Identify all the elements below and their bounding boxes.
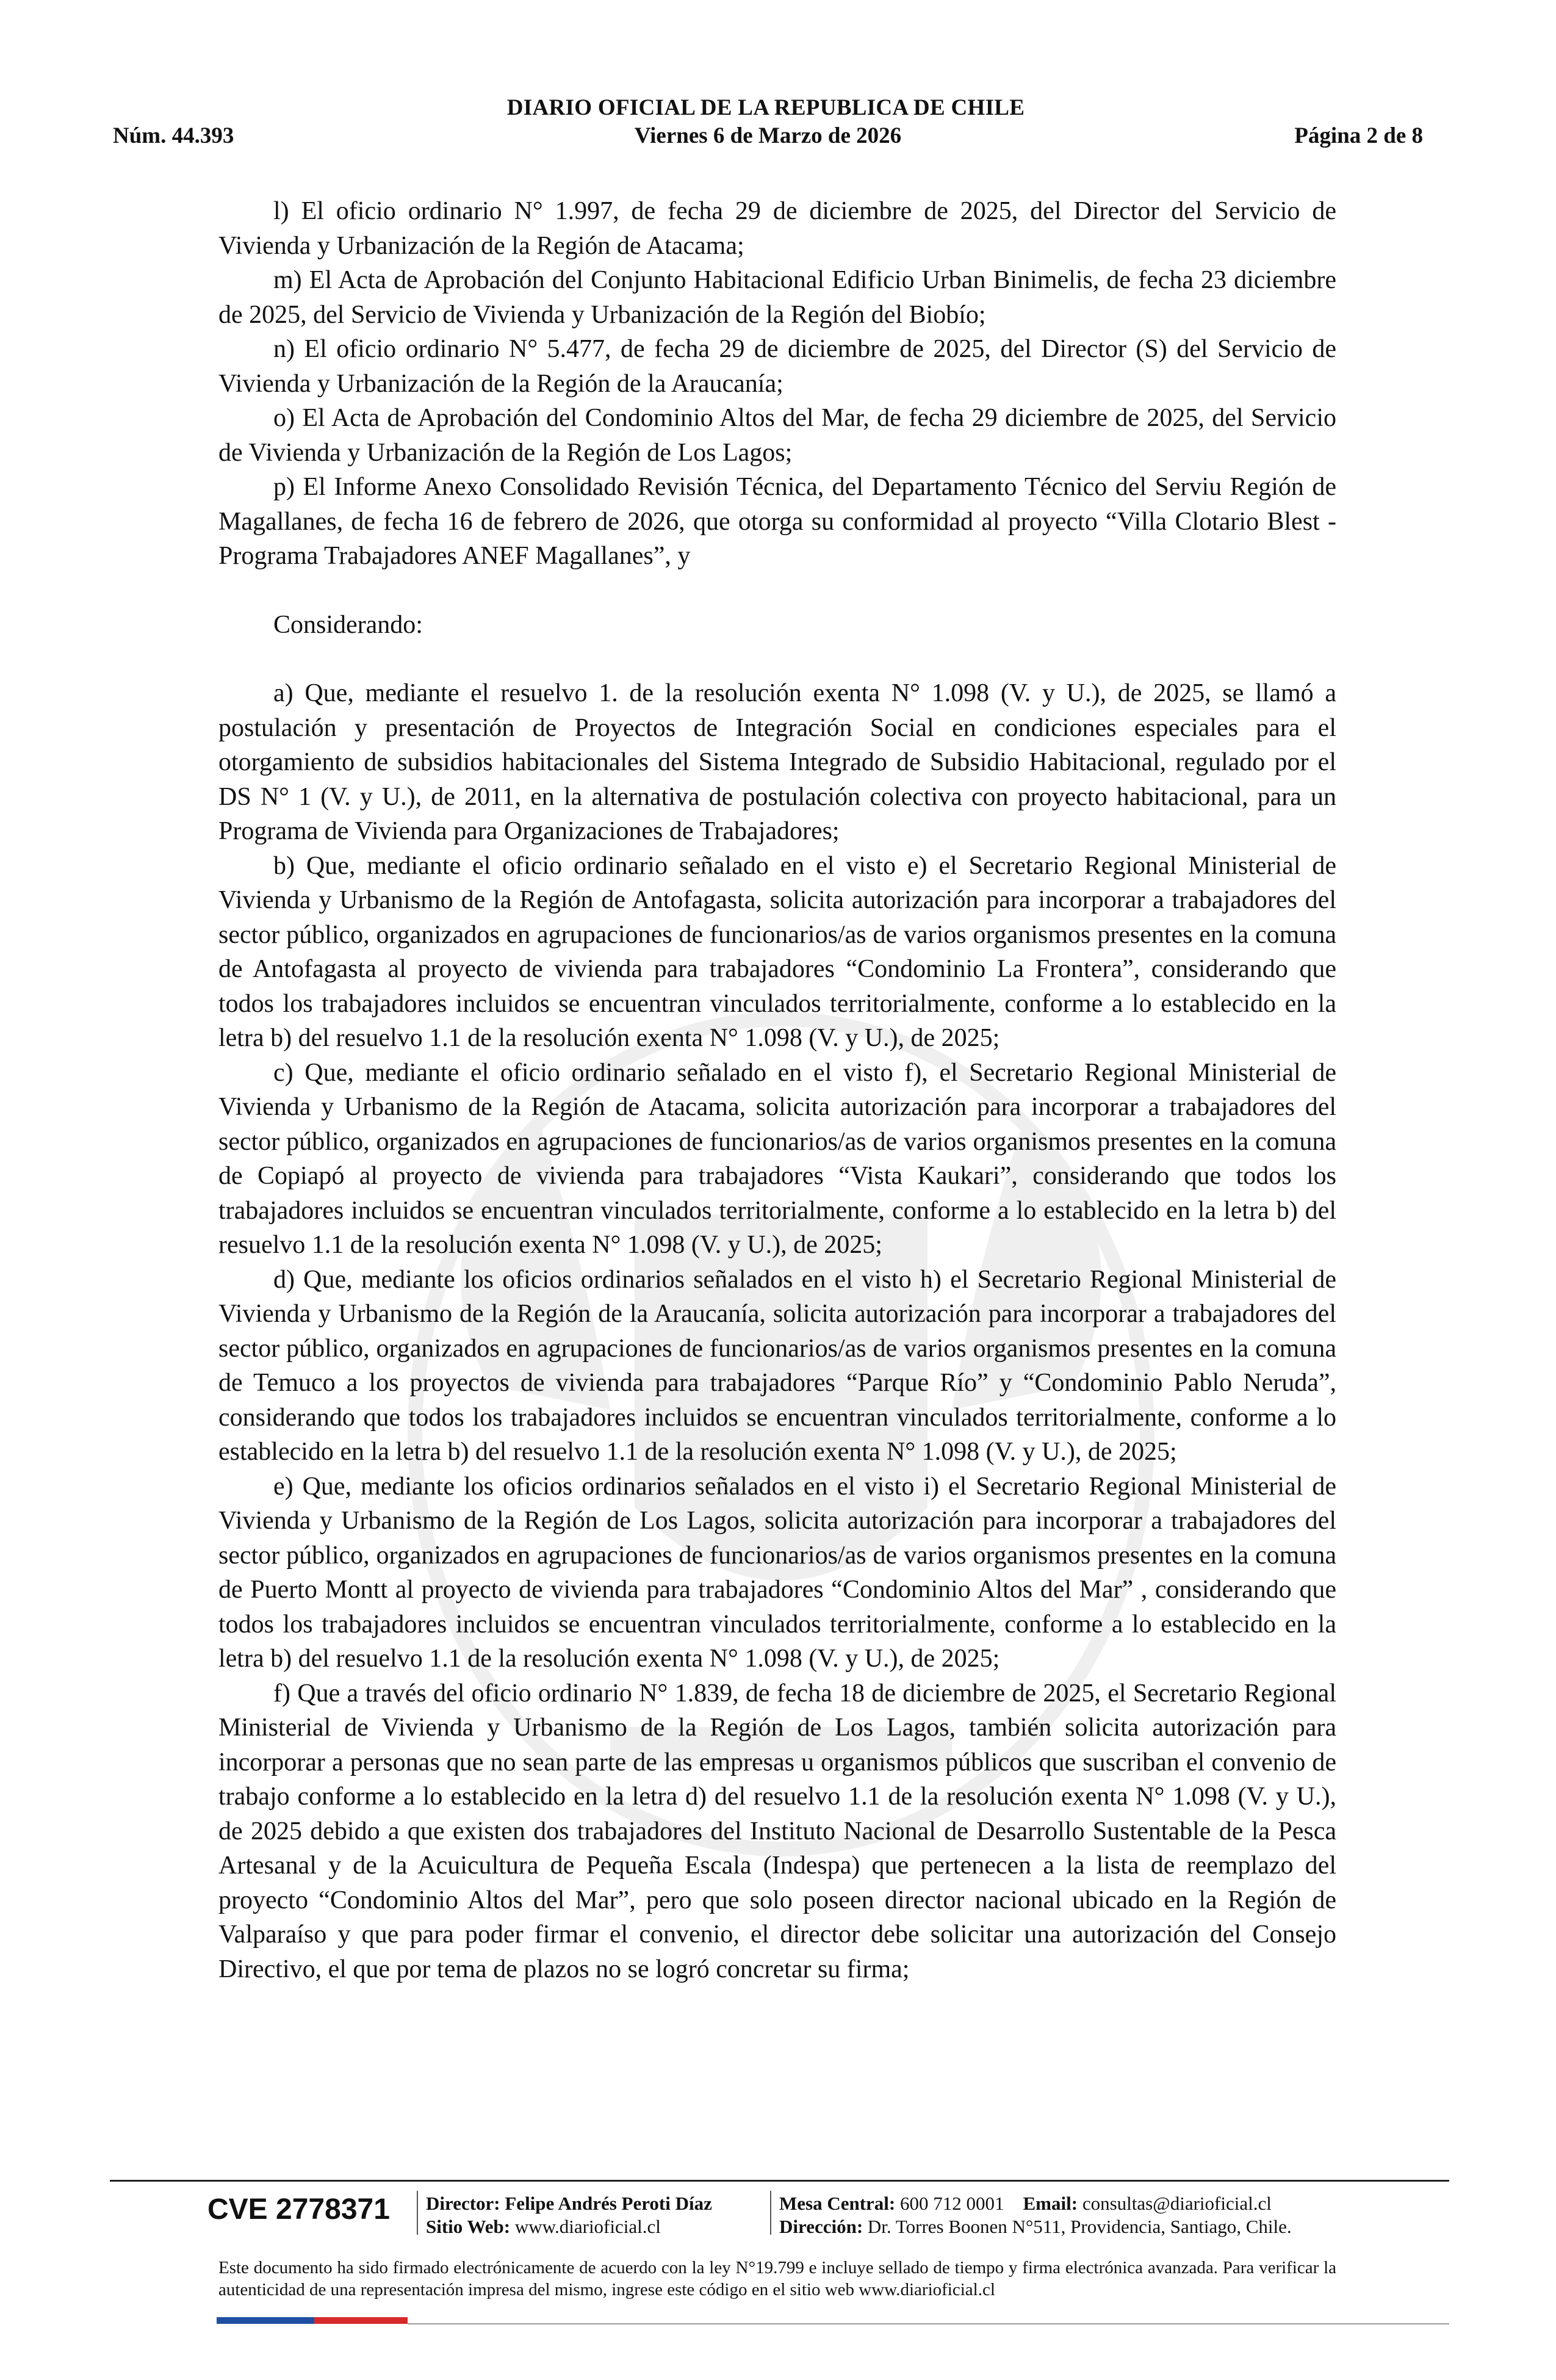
mesa-label: Mesa Central: [779, 2193, 896, 2214]
issue-number: Núm. 44.393 [113, 123, 234, 148]
footer-contact-block [779, 2192, 1292, 2238]
visto-paragraph: m) El Acta de Aprobación del Conjunto Habitacional Edificio Urban Binimelis, de fecha 23 diciembre de 2025, del Servicio de Vivienda y Urbanización de la Región del Biobío; [218, 266, 1336, 329]
cve-code: CVE 2778371 [207, 2193, 390, 2226]
address-value: Dr. Torres Boonen N°511, Providencia, Santiago, Chile. [867, 2216, 1292, 2237]
footer-director-block [426, 2192, 712, 2238]
considerando-paragraph: d) Que, mediante los oficios ordinarios señalados en el visto h) el Secretario Regional Ministerial de Vivienda y Urbanismo de la Región de la Araucanía, solicita autorización para incorporar a trabajadores del sector público, organizados en agrupaciones de funcionarios/as de varios organismos presentes en la comuna de Temuco a los proyectos de vivienda para trabajadores “Parque Río” y “Condominio Pablo Neruda”, considerando que todos los trabajadores incluidos se encuentran vinculados territorialmente, conforme a lo establecido en la letra b) del resuelvo 1.1 de la resolución exenta N° 1.098 (V. y U.), de 2025; [218, 1265, 1336, 1466]
email-label: Email: [1023, 2193, 1078, 2214]
flag-stripe-red [314, 2317, 408, 2324]
gazette-title: DIARIO OFICIAL DE LA REPUBLICA DE CHILE [506, 95, 1025, 120]
considerando-heading: Considerando: [273, 610, 423, 639]
visto-paragraph: l) El oficio ordinario N° 1.997, de fecha 29 de diciembre de 2025, del Director del Servicio de Vivienda y Urbanización de la Región de Atacama; [218, 197, 1336, 260]
considerando-paragraph: f) Que a través del oficio ordinario N° 1.839, de fecha 18 de diciembre de 2025, el Secretario Regional Ministerial de Vivienda y Urbanismo de la Región de Los Lagos, también solicita autorización para incorporar a personas que no sean parte de las empresas u organismos públicos que suscriban el convenio de trabajo conforme a lo establecido en la letra d) del resuelvo 1.1 de la resolución exenta N° 1.098 (V. y U.), de 2025 debido a que existen dos trabajadores del Instituto Nacional de Desarrollo Sustentable de la Pesca Artesanal y de la Acuicultura de Pequeña Escala (Indespa) que pertenecen a la lista de reemplazo del proyecto “Condominio Altos del Mar”, pero que solo poseen director nacional ubicado en la Región de Valparaíso y que para poder firmar el convenio, el director debe solicitar una autorización del Consejo Directivo, el que por tema de plazos no se logró concretar su firma; [218, 1679, 1336, 1983]
footer-bottom-rule [408, 2323, 1449, 2324]
footer-separator [417, 2191, 418, 2235]
address-label: Dirección: [779, 2216, 863, 2237]
director-label: Director: [426, 2193, 500, 2214]
director-name: Felipe Andrés Peroti Díaz [505, 2193, 712, 2214]
visto-paragraph: o) El Acta de Aprobación del Condominio Altos del Mar, de fecha 29 diciembre de 2025, del Servicio de Vivienda y Urbanización de la Región de Los Lagos; [218, 404, 1336, 467]
site-label: Sitio Web: [426, 2216, 511, 2237]
considerando-paragraph: b) Que, mediante el oficio ordinario señalado en el visto e) el Secretario Regional Ministerial de Vivienda y Urbanismo de la Región de Antofagasta, solicita autorización para incorporar a trabajadores del sector público, organizados en agrupaciones de funcionarios/as de varios organismos presentes en la comuna de Antofagasta al proyecto de vivienda para trabajadores “Condominio La Frontera”, considerando que todos los trabajadores incluidos se encuentran vinculados territorialmente, conforme a lo establecido en la letra b) del resuelvo 1.1 de la resolución exenta N° 1.098 (V. y U.), de 2025; [218, 851, 1336, 1052]
considerando-paragraph: a) Que, mediante el resuelvo 1. de la resolución exenta N° 1.098 (V. y U.), de 2025, se llamó a postulación y presentación de Proyectos de Integración Social en condiciones especiales para el otorgamiento de subsidios habitacionales del Sistema Integrado de Subsidio Habitacional, regulado por el DS N° 1 (V. y U.), de 2011, en la alternativa de postulación colectiva con proyecto habitacional, para un Programa de Vivienda para Organizaciones de Trabajadores; [218, 679, 1336, 845]
considerando-paragraph: c) Que, mediante el oficio ordinario señalado en el visto f), el Secretario Regional Ministerial de Vivienda y Urbanismo de la Región de Atacama, solicita autorización para incorporar a trabajadores del sector público, organizados en agrupaciones de funcionarios/as de varios organismos presentes en la comuna de Copiapó al proyecto de vivienda para trabajadores “Vista Kaukari”, considerando que todos los trabajadores incluidos se encuentran vinculados territorialmente, conforme a lo establecido en la letra b) del resuelvo 1.1 de la resolución exenta N° 1.098 (V. y U.), de 2025; [218, 1058, 1336, 1259]
legal-notice: Este documento ha sido firmado electrónicamente de acuerdo con la ley N°19.799 e incluye sellado de tiempo y firma electrónica avanzada. Para verificar la autenticidad de una representación impresa del mismo, ingrese este código en el sitio web www.diarioficial.cl [218, 2258, 1336, 2299]
page-indicator: Página 2 de 8 [1294, 123, 1423, 148]
footer-divider [110, 2180, 1449, 2182]
document-body [218, 194, 1336, 1986]
visto-paragraph: n) El oficio ordinario N° 5.477, de fecha 29 de diciembre de 2025, del Director (S) del Servicio de Vivienda y Urbanización de la Región de la Araucanía; [218, 335, 1336, 398]
mesa-phone: 600 712 0001 [900, 2193, 1004, 2214]
issue-date: Viernes 6 de Marzo de 2026 [634, 123, 902, 148]
footer-separator [770, 2191, 771, 2235]
site-link[interactable]: www.diarioficial.cl [514, 2216, 661, 2237]
visto-paragraph: p) El Informe Anexo Consolidado Revisión Técnica, del Departamento Técnico del Serviu Región de Magallanes, de fecha 16 de febrero de 2026, que otorga su conformidad al proyecto “Villa Clotario Blest - Programa Trabajadores ANEF Magallanes”, y [218, 473, 1336, 570]
flag-stripe-blue [217, 2317, 314, 2324]
header-row [113, 123, 1423, 151]
email-link[interactable]: consultas@diarioficial.cl [1082, 2193, 1272, 2214]
considerando-paragraph: e) Que, mediante los oficios ordinarios señalados en el visto i) el Secretario Regional Ministerial de Vivienda y Urbanismo de la Región de Los Lagos, solicita autorización para incorporar a trabajadores del sector público, organizados en agrupaciones de funcionarios/as de varios organismos presentes en la comuna de Puerto Montt al proyecto de vivienda para trabajadores “Condominio Altos del Mar” , considerando que todos los trabajadores incluidos se encuentran vinculados territorialmente, conforme a lo establecido en la letra b) del resuelvo 1.1 de la resolución exenta N° 1.098 (V. y U.), de 2025; [218, 1472, 1336, 1673]
